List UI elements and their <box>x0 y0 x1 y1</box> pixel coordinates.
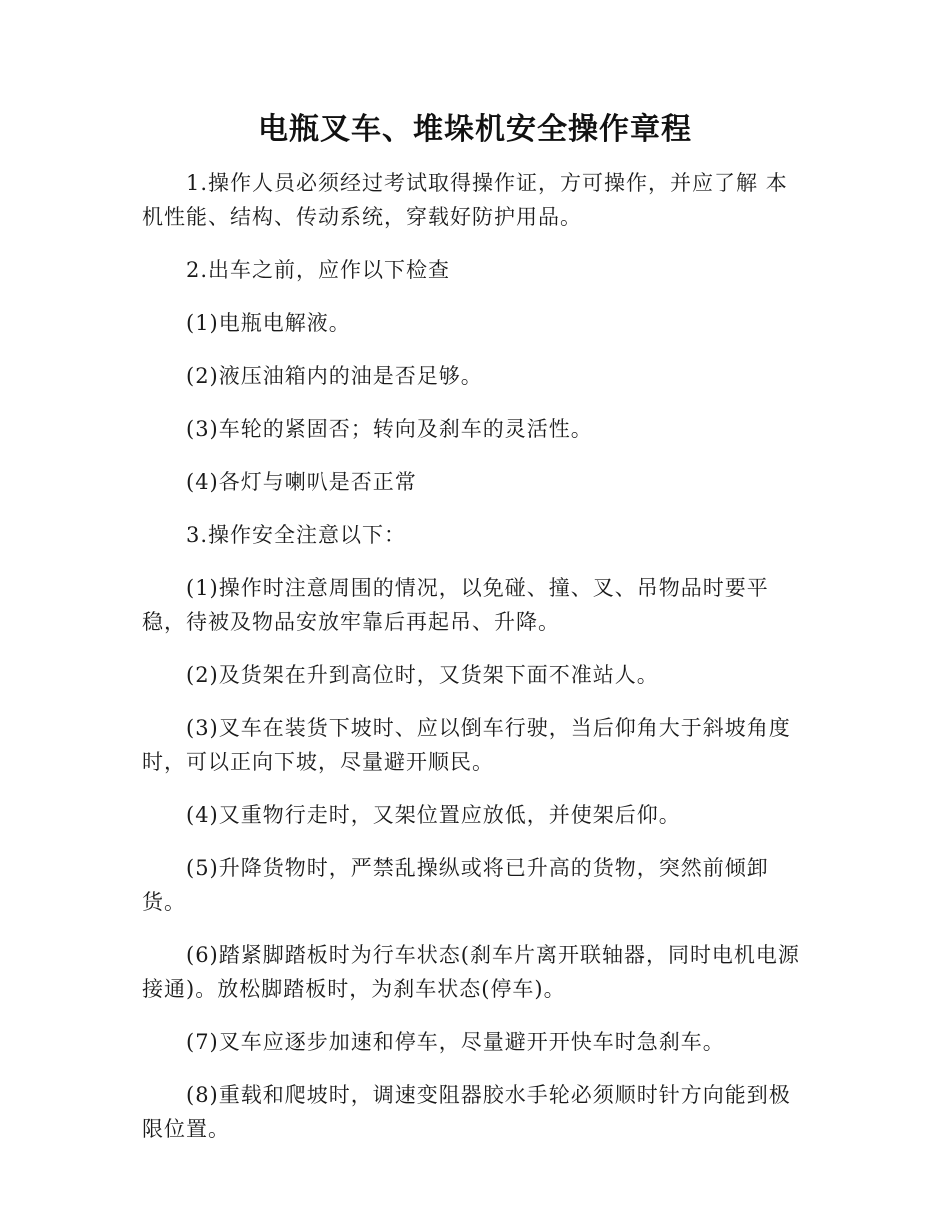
paragraph-3-1: (1)操作时注意周围的情况，以免碰、撞、叉、吊物品时要平稳，待被及物品安放牢靠后再起吊、升降。 <box>142 576 769 634</box>
paragraph-3-2: (2)及货架在升到高位时，又货架下面不准站人。 <box>186 663 659 687</box>
paragraph-2-4: (4)各灯与喇叭是否正常 <box>186 470 417 494</box>
paragraph-2-2: (2)液压油箱内的油是否足够。 <box>186 364 483 388</box>
paragraph-2: 2.出车之前，应作以下检查 <box>186 258 451 282</box>
paragraph-3-7: (7)叉车应逐步加速和停车，尽量避开开快车时急刹车。 <box>186 1030 725 1054</box>
paragraph-2-1: (1)电瓶电解液。 <box>186 311 351 335</box>
paragraph-3-3: (3)叉车在装货下坡时、应以倒车行驶，当后仰角大于斜坡角度时，可以正向下坡，尽量避开顺民。 <box>142 716 791 774</box>
paragraph-3-8: (8)重载和爬坡时，调速变阻器胶水手轮必须顺时针方向能到极限位置。 <box>142 1083 791 1141</box>
paragraph-3-6: (6)踏紧脚踏板时为行车状态(刹车片离开联轴器，同时电机电源接通)。放松脚踏板时，为刹车状态(停车)。 <box>142 943 800 1001</box>
paragraph-3: 3.操作安全注意以下： <box>186 523 407 547</box>
document-title: 电瓶叉车、堆垛机安全操作章程 <box>258 112 692 147</box>
paragraph-3-5: (5)升降货物时，严禁乱操纵或将已升高的货物，突然前倾卸货。 <box>142 856 769 914</box>
paragraph-3-4: (4)又重物行走时，又架位置应放低，并使架后仰。 <box>186 803 681 827</box>
paragraph-1: 1.操作人员必须经过考试取得操作证，方可操作，并应了解 本机性能、结构、传动系统，穿载好防护用品。 <box>142 171 788 229</box>
document-body <box>142 166 808 1165</box>
paragraph-2-3: (3)车轮的紧固否；转向及刹车的灵活性。 <box>186 417 593 441</box>
